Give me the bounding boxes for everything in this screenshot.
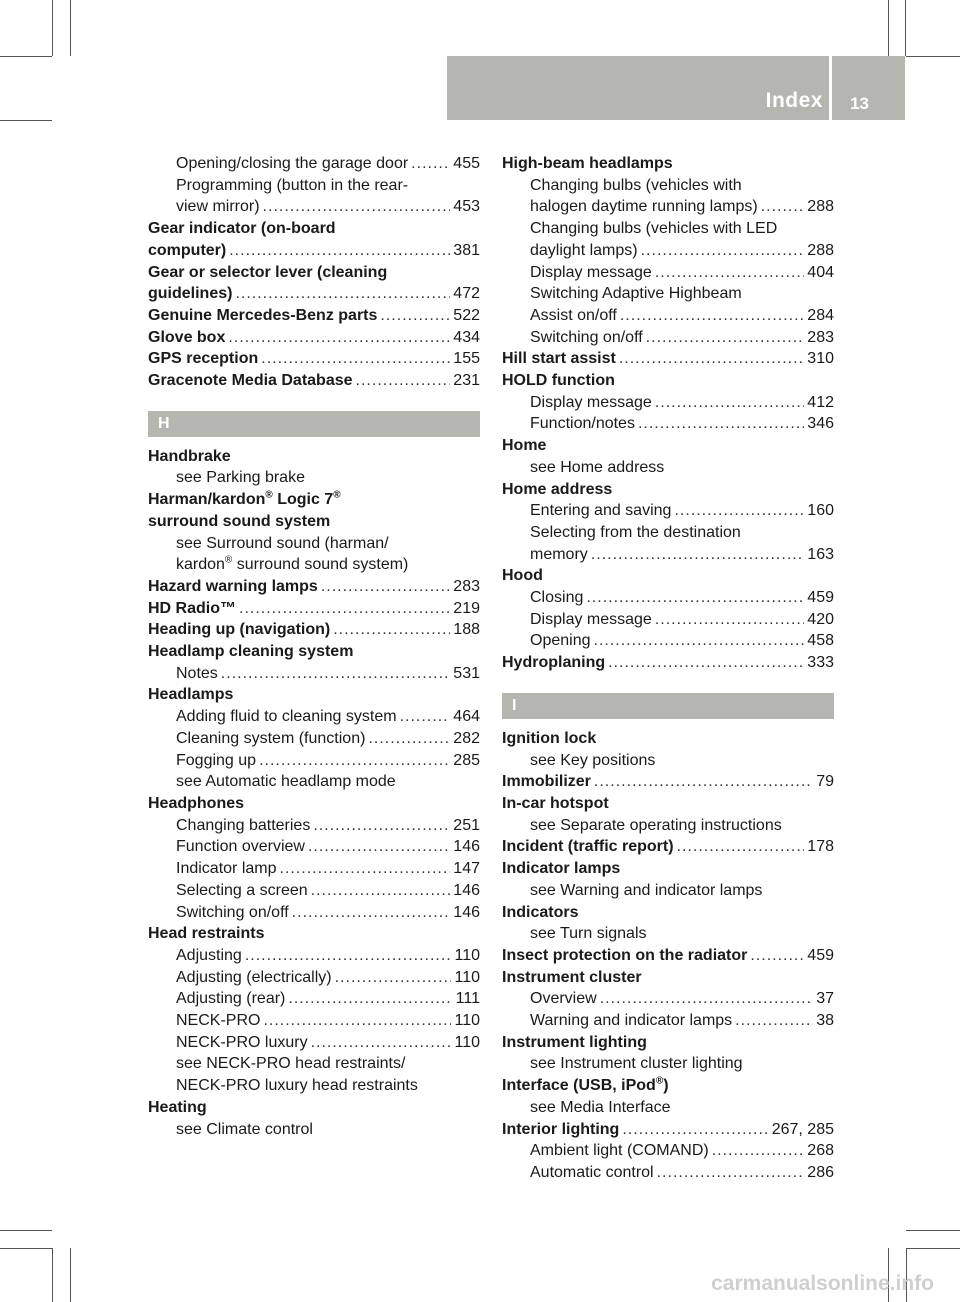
index-entry [502, 728, 834, 750]
entry-text: Gracenote Media Database [148, 372, 353, 390]
index-subentry [502, 750, 834, 772]
index-entry [148, 218, 480, 240]
index-entry [148, 370, 480, 392]
entry-text: Closing [530, 589, 584, 607]
index-subentry [148, 1032, 480, 1054]
entry-text: Harman/kardon® Logic 7® [148, 489, 341, 509]
index-subentry [502, 544, 834, 566]
leader-dots [261, 348, 450, 370]
index-subentry [502, 218, 834, 240]
index-entry [148, 619, 480, 641]
entry-text: Home [502, 437, 547, 455]
entry-text: see Media Interface [530, 1098, 671, 1116]
page-reference: 163 [807, 545, 834, 563]
entry-text: surround sound system [148, 512, 331, 530]
index-subentry [502, 1010, 834, 1032]
page-reference: 147 [453, 860, 480, 878]
entry-text: Cleaning system (function) [176, 729, 366, 747]
page-reference: 268 [807, 1142, 834, 1160]
leader-dots [313, 815, 450, 837]
crop-mark [905, 0, 906, 56]
index-entry [502, 652, 834, 674]
leader-dots [641, 240, 805, 262]
leader-dots [594, 630, 805, 652]
index-subentry [502, 196, 834, 218]
page-reference: 219 [453, 599, 480, 617]
index-subentry [148, 728, 480, 750]
index-subentry [148, 1119, 480, 1141]
entry-text: Changing bulbs (vehicles with LED [530, 220, 778, 238]
leader-dots [646, 327, 805, 349]
entry-text: see Automatic headlamp mode [176, 773, 396, 791]
index-entry [502, 153, 834, 175]
leader-dots [280, 858, 451, 880]
page-reference: 381 [453, 241, 480, 259]
leader-dots [308, 836, 450, 858]
entry-text: Interface (USB, iPod®) [502, 1075, 669, 1095]
entry-text: Instrument lighting [502, 1033, 647, 1051]
page-reference: 283 [807, 328, 834, 346]
entry-text: Glove box [148, 328, 226, 346]
entry-text: High-beam headlamps [502, 155, 673, 172]
index-entry [148, 489, 480, 511]
entry-text: see Instrument cluster lighting [530, 1055, 743, 1073]
entry-text: HD Radio™ [148, 599, 236, 617]
index-subentry [148, 988, 480, 1010]
entry-text: Heading up (navigation) [148, 621, 331, 639]
index-subentry [502, 630, 834, 652]
entry-text: Automatic control [530, 1163, 654, 1181]
page-reference: 531 [453, 664, 480, 682]
entry-text: see Home address [530, 458, 665, 476]
entry-text: Gear or selector lever (cleaning [148, 263, 388, 281]
page-reference: 286 [807, 1163, 834, 1181]
leader-dots [245, 945, 452, 967]
entry-text: view mirror) [176, 198, 260, 216]
index-subentry [148, 533, 480, 555]
index-subentry [502, 880, 834, 902]
page-reference: 459 [807, 946, 834, 964]
index-subentry [502, 587, 834, 609]
crop-mark [888, 0, 889, 56]
index-entry [148, 923, 480, 945]
index-subentry [502, 283, 834, 305]
index-entry [502, 858, 834, 880]
index-entry [502, 1075, 834, 1097]
index-subentry [502, 262, 834, 284]
index-subentry [148, 1053, 480, 1075]
leader-dots [750, 945, 804, 967]
page-reference: 178 [807, 838, 834, 856]
index-subentry [502, 988, 834, 1010]
leader-dots [400, 706, 451, 728]
page-reference: 284 [807, 306, 834, 324]
page-reference: 283 [453, 577, 480, 595]
index-subentry [502, 1162, 834, 1184]
page-reference: 231 [453, 372, 480, 390]
index-entry [148, 793, 480, 815]
entry-text: Display message [530, 610, 652, 628]
page-reference: 79 [816, 773, 834, 791]
index-entry [502, 967, 834, 989]
page-reference: 522 [453, 306, 480, 324]
index-entry [148, 305, 480, 327]
leader-dots [622, 1119, 768, 1141]
index-entry [502, 771, 834, 793]
leader-dots [619, 348, 804, 370]
index-subentry [148, 153, 480, 175]
index-entry [502, 435, 834, 457]
entry-text: Switching on/off [530, 328, 643, 346]
entry-text: see Separate operating instructions [530, 816, 782, 834]
entry-text: Genuine Mercedes-Benz parts [148, 306, 378, 324]
index-subentry [502, 1097, 834, 1119]
entry-text: see Warning and indicator lamps [530, 881, 763, 899]
entry-text: see Surround sound (harman/ [176, 534, 389, 552]
index-subentry [148, 902, 480, 924]
page-reference: 434 [453, 328, 480, 346]
leader-dots [221, 663, 451, 685]
index-subentry [502, 815, 834, 837]
index-subentry [502, 457, 834, 479]
index-subentry [502, 1140, 834, 1162]
entry-text: NECK-PRO luxury [176, 1033, 308, 1051]
entry-text: halogen daytime running lamps) [530, 198, 758, 216]
entry-text: In-car hotspot [502, 794, 609, 812]
leader-dots [292, 902, 451, 924]
page-header [447, 56, 905, 120]
entry-text: Adding fluid to cleaning system [176, 708, 397, 726]
page-reference: 110 [454, 968, 480, 986]
entry-text: Headphones [148, 794, 245, 812]
page-reference: 310 [807, 350, 834, 368]
index-entry [502, 793, 834, 815]
page-reference: 160 [807, 502, 834, 520]
leader-dots [608, 652, 804, 674]
entry-text: Indicator lamps [502, 860, 621, 878]
entry-text: Function overview [176, 838, 305, 856]
leader-dots [235, 283, 450, 305]
leader-dots [655, 609, 804, 631]
index-entry [502, 836, 834, 858]
leader-dots [356, 370, 451, 392]
entry-text: Immobilizer [502, 773, 591, 791]
index-entry [148, 446, 480, 468]
crop-mark [0, 1248, 52, 1249]
crop-mark [70, 0, 71, 56]
index-entry [148, 348, 480, 370]
page-reference: 37 [816, 990, 834, 1008]
index-entry [148, 598, 480, 620]
index-subentry [148, 750, 480, 772]
leader-dots [761, 196, 805, 218]
index-entry [148, 576, 480, 598]
leader-dots [735, 1010, 813, 1032]
index-entry [148, 641, 480, 663]
index-subentry [148, 880, 480, 902]
entry-text: Incident (traffic report) [502, 838, 674, 856]
leader-dots [335, 967, 452, 989]
index-subentry [148, 945, 480, 967]
index-entry [148, 240, 480, 262]
entry-text: Notes [176, 664, 218, 682]
entry-text: Hill start assist [502, 350, 616, 368]
leader-dots [586, 587, 804, 609]
entry-text: Ignition lock [502, 729, 597, 747]
entry-text: Headlamp cleaning system [148, 643, 354, 661]
entry-text: NECK-PRO [176, 1012, 261, 1030]
crop-mark [52, 1248, 53, 1302]
leader-dots [259, 750, 450, 772]
entry-text: Indicator lamp [176, 860, 277, 878]
page-reference: 464 [453, 708, 480, 726]
leader-dots [591, 544, 805, 566]
page-reference: 346 [807, 415, 834, 433]
index-subentry [502, 392, 834, 414]
entry-text: Assist on/off [530, 306, 617, 324]
index-subentry [148, 858, 480, 880]
leader-dots [229, 240, 450, 262]
index-subentry [148, 175, 480, 197]
leader-dots [600, 988, 814, 1010]
entry-text: Home address [502, 480, 613, 498]
index-subentry [502, 609, 834, 631]
index-entry [502, 479, 834, 501]
index-subentry [502, 240, 834, 262]
index-entry [148, 684, 480, 706]
index-subentry [148, 1075, 480, 1097]
entry-text: Opening [530, 632, 591, 650]
page-reference: 288 [807, 241, 834, 259]
page-reference: 412 [807, 393, 834, 411]
crop-mark [52, 0, 53, 56]
leader-dots [655, 262, 804, 284]
entry-text: Gear indicator (on-board [148, 220, 336, 238]
index-entry [502, 945, 834, 967]
entry-text: Switching on/off [176, 903, 289, 921]
page-reference: 110 [454, 1033, 480, 1051]
page-reference: 110 [454, 1012, 480, 1030]
entry-text: Ambient light (COMAND) [530, 1142, 709, 1160]
index-subentry [148, 771, 480, 793]
index-column-right [502, 153, 834, 1184]
leader-dots [657, 1162, 805, 1184]
leader-dots [311, 880, 451, 902]
index-entry [502, 1032, 834, 1054]
watermark: carmanualsonline.info [711, 1272, 934, 1295]
entry-text: Adjusting (electrically) [176, 968, 332, 986]
page-title: Index [765, 89, 823, 112]
entry-text: memory [530, 545, 588, 563]
leader-dots [368, 728, 450, 750]
page-reference: 459 [807, 589, 834, 607]
entry-text: Heating [148, 1098, 207, 1116]
index-subentry [148, 836, 480, 858]
entry-text: computer) [148, 241, 227, 259]
entry-text: Entering and saving [530, 502, 672, 520]
leader-dots [594, 771, 813, 793]
entry-text: Adjusting [176, 946, 242, 964]
leader-dots [263, 1010, 451, 1032]
page-number: 13 [850, 94, 869, 113]
index-subentry [502, 305, 834, 327]
entry-text: Programming (button in the rear- [176, 176, 409, 194]
entry-text: Headlamps [148, 686, 234, 704]
entry-text: Warning and indicator lamps [530, 1012, 733, 1030]
page-reference: 333 [807, 654, 834, 672]
page-reference: 146 [453, 903, 480, 921]
leader-dots [712, 1140, 805, 1162]
page-reference: 288 [807, 198, 834, 216]
section-header: I [502, 693, 834, 719]
page-reference: 38 [816, 1012, 834, 1030]
entry-text: Changing bulbs (vehicles with [530, 176, 742, 194]
entry-text: Selecting a screen [176, 881, 308, 899]
entry-text: Adjusting (rear) [176, 990, 286, 1008]
page-reference: 458 [807, 632, 834, 650]
entry-text: Display message [530, 393, 652, 411]
leader-dots [239, 598, 450, 620]
index-subentry [502, 1053, 834, 1075]
entry-text: see Parking brake [176, 469, 305, 487]
page-reference: 188 [453, 621, 480, 639]
entry-text: Hydroplaning [502, 654, 606, 672]
crop-mark [906, 1248, 960, 1249]
entry-text: Selecting from the destination [530, 523, 741, 541]
index-subentry [148, 467, 480, 489]
index-subentry [148, 663, 480, 685]
leader-dots [288, 988, 452, 1010]
index-subentry [502, 413, 834, 435]
entry-text: Head restraints [148, 925, 265, 943]
leader-dots [228, 327, 450, 349]
index-subentry [148, 554, 480, 576]
entry-text: Opening/closing the garage door [176, 155, 409, 172]
page-reference: 282 [453, 729, 480, 747]
leader-dots [333, 619, 450, 641]
crop-mark [0, 1230, 52, 1231]
page-reference: 285 [453, 751, 480, 769]
entry-text: guidelines) [148, 285, 233, 303]
index-entry [148, 262, 480, 284]
index-entry [502, 902, 834, 924]
page-reference: 267, 285 [771, 1120, 834, 1138]
section-header: H [148, 411, 480, 437]
index-entry [148, 327, 480, 349]
page-reference: 455 [453, 155, 480, 172]
entry-text: Interior lighting [502, 1120, 620, 1138]
index-column-left [148, 153, 480, 1140]
entry-text: daylight lamps) [530, 241, 638, 259]
entry-text: Changing batteries [176, 816, 311, 834]
header-divider [829, 56, 832, 120]
entry-text: see NECK-PRO head restraints/ [176, 1055, 406, 1073]
index-entry [148, 511, 480, 533]
leader-dots [380, 305, 450, 327]
entry-text: GPS reception [148, 350, 259, 368]
leader-dots [321, 576, 450, 598]
index-entry [148, 283, 480, 305]
entry-text: Switching Adaptive Highbeam [530, 285, 742, 303]
entry-text: Hood [502, 567, 543, 585]
leader-dots [638, 413, 804, 435]
index-subentry [148, 706, 480, 728]
page-reference: 453 [453, 198, 480, 216]
entry-text: Display message [530, 263, 652, 281]
page-reference: 420 [807, 610, 834, 628]
leader-dots [677, 836, 805, 858]
page-reference: 404 [807, 263, 834, 281]
index-entry [502, 1119, 834, 1141]
page-reference: 146 [453, 881, 480, 899]
index-subentry [502, 500, 834, 522]
index-entry [502, 348, 834, 370]
leader-dots [674, 500, 804, 522]
crop-mark [0, 120, 52, 121]
index-subentry [148, 196, 480, 218]
index-subentry [502, 522, 834, 544]
entry-text: Instrument cluster [502, 968, 642, 986]
index-subentry [148, 967, 480, 989]
index-subentry [502, 175, 834, 197]
leader-dots [411, 153, 450, 175]
page-reference: 111 [455, 990, 480, 1008]
entry-text: Fogging up [176, 751, 257, 769]
entry-text: see Climate control [176, 1120, 313, 1138]
leader-dots [655, 392, 804, 414]
entry-text: Hazard warning lamps [148, 577, 318, 595]
entry-text: Function/notes [530, 415, 635, 433]
leader-dots [311, 1032, 452, 1054]
index-entry [502, 370, 834, 392]
page-reference: 472 [453, 285, 480, 303]
index-entry [148, 1097, 480, 1119]
page-reference: 110 [454, 946, 480, 964]
index-subentry [502, 923, 834, 945]
index-subentry [148, 1010, 480, 1032]
index-subentry [502, 327, 834, 349]
entry-text: NECK-PRO luxury head restraints [176, 1077, 418, 1095]
entry-text: Overview [530, 990, 597, 1008]
entry-text: see Turn signals [530, 925, 647, 943]
crop-mark [0, 56, 52, 57]
crop-mark [906, 1230, 960, 1231]
entry-text: HOLD function [502, 372, 615, 390]
page-reference: 251 [453, 816, 480, 834]
leader-dots [620, 305, 804, 327]
entry-text: Insect protection on the radiator [502, 946, 748, 964]
page-reference: 146 [453, 838, 480, 856]
crop-mark [906, 56, 960, 57]
crop-mark [70, 1248, 71, 1302]
entry-text: Handbrake [148, 447, 231, 465]
leader-dots [263, 196, 451, 218]
entry-text: see Key positions [530, 751, 656, 769]
entry-text: kardon® surround sound system) [176, 554, 409, 574]
index-subentry [148, 815, 480, 837]
entry-text: Indicators [502, 903, 579, 921]
page-reference: 155 [453, 350, 480, 368]
index-entry [502, 565, 834, 587]
